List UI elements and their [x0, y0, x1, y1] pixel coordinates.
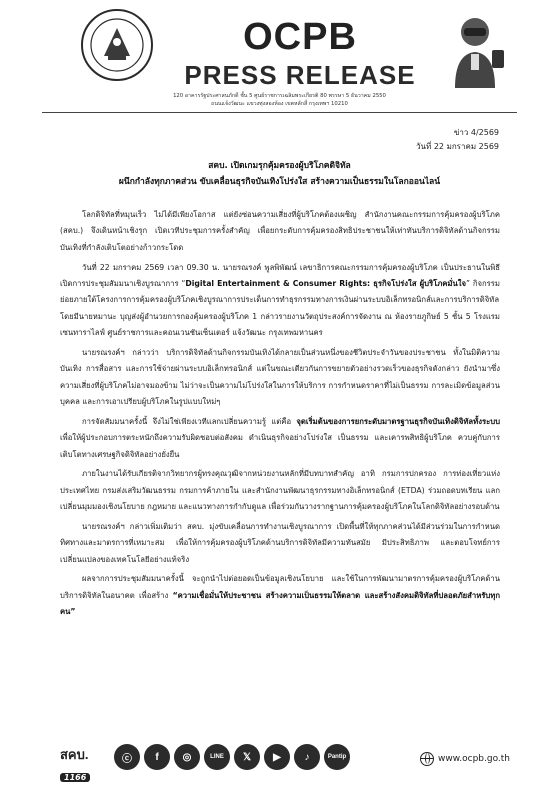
line-icon[interactable]: LINE [204, 744, 230, 770]
paragraph-2 [60, 260, 500, 342]
header-divider [42, 112, 517, 113]
paragraph-7-text-a: ผลจากการประชุมสัมมนาครั้งนี้ จะถูกนำไปต่อยอดเป็นข้อมูลเชิงนโยบาย และใช้ในการพัฒนามาตรการคุ้มครองผู้บริโภคด้านบริการดิจิทัลในอนาคต เพื่อสร้าง [60, 574, 500, 600]
address-line-2: ถนนแจ้งวัฒนะ แขวงทุ่งสองห้อง เขตหลักสี่ กรุงเทพฯ 10210 [211, 100, 348, 107]
instagram-icon[interactable]: ◎ [174, 744, 200, 770]
globe-icon [420, 752, 434, 766]
footer-logo [60, 744, 106, 780]
brand-block [170, 18, 430, 90]
address [0, 93, 559, 108]
footer [0, 740, 559, 790]
event-title: Digital Entertainment & Consumer Rights: ธุรกิจโปร่งใส ผู้บริโภคมั่นใจ [185, 278, 467, 288]
address-line-1: 120 อาคารรัฐประศาสนภักดี ชั้น 5 ศูนย์ราชการเฉลิมพระเกียรติ 80 พรรษา 5 ธันวาคม 2550 [173, 93, 386, 99]
tiktok-icon[interactable]: ♪ [294, 744, 320, 770]
paragraph-4-text-a: การจัดสัมมนาครั้งนี้ จึงไม่ใช่เพียงเวทีแลกเปลี่ยนความรู้ แต่คือ [82, 416, 297, 426]
paragraph-6: นายรณรงค์ฯ กล่าวเพิ่มเติมว่า สคบ. มุ่งขับเคลื่อนการทำงานเชิงบูรณาการ เปิดพื้นที่ให้ทุกภาคส่วนได้มีส่วนร่วมในการกำหนดทิศทางและมาตรการที่เหมาะสม เพื่อให้การคุ้มครองผู้บริโภคด้านบริการดิจิทัลมีความทันสมัย มีประสิทธิภาพ และตอบโจทย์การเปลี่ยนแปลงของเทคโนโลยีอย่างแท้จริง [60, 521, 500, 564]
ocpb-seal-logo [80, 8, 154, 82]
paragraph-4-text-c: เพื่อให้ผู้ประกอบการตระหนักถึงความรับผิดชอบต่อสังคม ดำเนินธุรกิจอย่างโปร่งใส เป็นธรรม และเคารพสิทธิผู้บริโภค ควบคู่กับการเติบโตทางเศรษฐกิจดิจิทัลอย่างยั่งยืน [60, 433, 500, 459]
paragraph-2-text-a: วันที่ 22 มกราคม 2569 เวลา 09.30 น. นายรณรงค์ พูลพิพัฒน์ เลขาธิการคณะกรรมการคุ้มครองผู้บริโภค เป็นประธานในพิธีเปิดการประชุมสัมมนาเชิงบูรณาการ “ [60, 262, 500, 288]
website-url[interactable]: www.ocpb.go.th [438, 754, 511, 764]
hotline-badge: 1166 [60, 773, 90, 782]
mascot-illustration [440, 10, 510, 90]
closing-quote: “ความเชื่อมั่นให้ประชาชน สร้างความเป็นธรรมให้ตลาด และสร้างสังคมดิจิทัลที่ปลอดภัยสำหรับทุกคน” [60, 590, 500, 617]
ocpb-app-icon[interactable]: ⓒ [114, 744, 140, 770]
news-number: ข่าว 4/2569 [453, 128, 499, 137]
social-icons [114, 744, 350, 780]
paragraph-5: ภายในงานได้รับเกียรติจากวิทยากรผู้ทรงคุณวุฒิจากหน่วยงานหลักที่มีบทบาทสำคัญ อาทิ กรมการปกครอง การท่องเที่ยวแห่งประเทศไทย กรมส่งเสริมวัฒนธรรม กรมการค้าภายใน และสำนักงานพัฒนาธุรกรรมทางอิเล็กทรอนิกส์ (ETDA) ร่วมถอดบทเรียน แลกเปลี่ยนมุมมองเชิงนโยบาย กฎหมาย และแนวทางการกำกับดูแล เพื่อร่วมกันวางรากฐานการคุ้มครองผู้บริโภคในโลกดิจิทัลอย่างรอบด้าน [60, 469, 500, 512]
pantip-icon[interactable]: Pantip [324, 744, 350, 770]
footer-logo-name: สคบ. [60, 747, 89, 762]
website-link[interactable] [420, 752, 510, 766]
youtube-icon[interactable]: ▶ [264, 744, 290, 770]
paragraph-7 [60, 571, 500, 620]
paragraph-1: โลกดิจิทัลที่หมุนเร็ว ไม่ได้มีเพียงโอกาส แต่ยังซ่อนความเสี่ยงที่ผู้บริโภคต้องเผชิญ สำนักงานคณะกรรมการคุ้มครองผู้บริโภค (สคบ.) จึงเดินหน้าเชิงรุก เปิดเวทีประชุมการครั้งสำคัญ เพื่อยกระดับการคุ้มครองสิทธิประชาชนให้เท่าทันบริการดิจิทัลด้านกิจกรรมบันเทิงที่กำลังเติบโตอย่างก้าวกระโดด [60, 210, 500, 252]
article-body [60, 207, 500, 624]
headline-line-1: สคบ. เปิดเกมรุกคุ้มครองผู้บริโภคดิจิทัล [208, 161, 351, 171]
brand-subtitle: PRESS RELEASE [184, 60, 416, 90]
x-icon[interactable]: 𝕏 [234, 744, 260, 770]
paragraph-2-text-c: ” กิจกรรมย่อยภายใต้โครงการการคุ้มครองผู้บริโภคเชิงบูรณาการประเด็นการทำธุรกรรมทางการเงินผ่านระบบอิเล็กทรอนิกส์และการบริการดิจิทัล โดยมีนายหมานะ บุญส่งผู้อำนวยการกองคุ้มครองผู้บริโภค 1 กล่าวรายงานวัตถุประสงค์การจัดงาน ณ ห้องรายภูกิษย์ 5 ชั้น 5 โรงแรมเซนทาราไลฟ์ ศูนย์ราชการและคอนเวนชันเซ็นเตอร์ แจ้งวัฒนะ กรุงเทพมหานคร [60, 278, 500, 338]
letterhead [0, 0, 559, 110]
news-date: วันที่ 22 มกราคม 2569 [416, 142, 499, 151]
headline-line-2: ผนึกกำลังทุกภาคส่วน ขับเคลื่อนธุรกิจบันเทิงโปร่งใส สร้างความเป็นธรรมในโลกออนไลน์ [118, 177, 441, 187]
paragraph-3: นายรณรงค์ฯ กล่าวว่า บริการดิจิทัลด้านกิจกรรมบันเทิงได้กลายเป็นส่วนหนึ่งของชีวิตประจำวันของประชาชน ทั้งในมิติความบันเทิง การสื่อสาร และการใช้จ่ายผ่านระบบอิเล็กทรอนิกส์ แต่ในขณะเดียวกันการขยายตัวอย่างรวดเร็วของธุรกิจดังกล่าว ยังนำมาซึ่งความเสี่ยงที่ผู้บริโภคไม่อาจมองข้าม ไม่ว่าจะเป็นความไม่โปร่งใสในการให้บริการ การกำหนดราคาที่ไม่เป็นธรรม การละเมิดข้อมูลส่วนบุคคล และการเอาเปรียบผู้บริโภคในรูปแบบใหม่ๆ [60, 347, 500, 407]
paragraph-4 [60, 414, 500, 463]
facebook-icon[interactable]: f [144, 744, 170, 770]
paragraph-4-emphasis: จุดเริ่มต้นของการยกระดับมาตรฐานธุรกิจบันเทิงดิจิทัลทั้งระบบ [296, 416, 500, 426]
brand-title: OCPB [243, 16, 357, 58]
